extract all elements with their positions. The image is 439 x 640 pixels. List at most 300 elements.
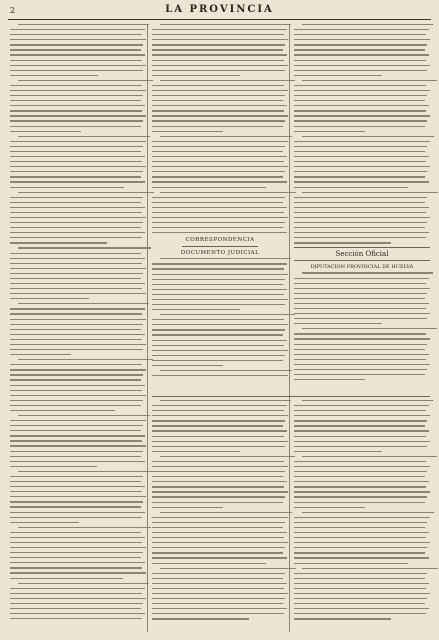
masthead: LA PROVINCIA [165, 4, 274, 15]
text-line [10, 410, 115, 411]
text-line [294, 60, 426, 61]
text-line [294, 471, 427, 472]
text-line [10, 445, 146, 446]
text-line [294, 308, 426, 309]
text-line [10, 161, 142, 162]
text-line [10, 258, 145, 259]
text-line [152, 141, 288, 142]
text-line [152, 120, 285, 121]
text-line [18, 527, 151, 528]
text-line [10, 90, 146, 91]
text-line [10, 288, 142, 289]
text-line [10, 237, 142, 238]
text-line [152, 593, 288, 594]
text-line [294, 354, 429, 355]
text-line [294, 181, 429, 182]
text-line [10, 496, 146, 497]
text-line [294, 197, 427, 198]
text-line [10, 344, 146, 345]
text-line [302, 136, 434, 137]
text-line [152, 405, 287, 406]
text-line [294, 522, 427, 523]
text-line [10, 319, 146, 320]
text-line [294, 237, 426, 238]
text-line [152, 430, 287, 431]
text-line [10, 110, 142, 111]
text-line [10, 212, 142, 213]
text-line [152, 274, 288, 275]
text-line [294, 151, 425, 152]
text-line [10, 329, 141, 330]
text-line [10, 29, 145, 30]
text-line [10, 435, 145, 436]
text-line [294, 278, 429, 279]
text-line [10, 65, 146, 66]
text-line [10, 547, 146, 548]
text-line [294, 563, 408, 564]
text-line [294, 39, 430, 40]
text-line [294, 333, 426, 334]
text-line [294, 105, 429, 106]
text-line [10, 156, 145, 157]
text-line [10, 400, 143, 401]
text-line [294, 486, 426, 487]
text-line [10, 100, 141, 101]
text-line [18, 359, 153, 360]
text-line [10, 207, 145, 208]
text-line [294, 288, 430, 289]
text-line [294, 542, 430, 543]
text-line [294, 441, 430, 442]
text-line [152, 517, 288, 518]
text-line [152, 522, 285, 523]
text-line [152, 54, 287, 55]
text-line [294, 547, 427, 548]
text-line [152, 466, 288, 467]
text-line [294, 537, 426, 538]
section-heading: CORRESPONDENCIA [185, 237, 255, 244]
text-line [294, 293, 427, 294]
text-line [152, 420, 285, 421]
text-line [152, 476, 283, 477]
text-line [294, 446, 427, 447]
text-line [152, 537, 284, 538]
text-line [294, 212, 426, 213]
text-line [152, 542, 288, 543]
text-line [152, 415, 288, 416]
text-line [294, 90, 430, 91]
text-line [294, 517, 430, 518]
text-line [10, 364, 142, 365]
text-line [152, 44, 285, 45]
text-line [152, 100, 283, 101]
text-line [10, 313, 142, 314]
text-line [10, 324, 143, 325]
text-line [10, 420, 146, 421]
text-line [152, 304, 285, 305]
text-line [10, 253, 141, 254]
text-line [294, 364, 430, 365]
text-line [294, 146, 427, 147]
text-line [152, 110, 284, 111]
text-line [10, 283, 145, 284]
column-divider [289, 24, 290, 632]
text-line [152, 324, 288, 325]
column-lower-left [152, 400, 288, 632]
text-line [294, 532, 429, 533]
text-line [160, 456, 295, 457]
text-line [152, 85, 284, 86]
text-line [10, 405, 141, 406]
text-line [294, 34, 426, 35]
text-line [152, 598, 285, 599]
text-line [294, 202, 425, 203]
text-line [10, 542, 142, 543]
text-line [10, 476, 143, 477]
text-line [302, 328, 437, 329]
text-line [10, 557, 141, 558]
text-line [10, 593, 142, 594]
text-line [294, 436, 426, 437]
text-line [152, 284, 283, 285]
text-line [302, 80, 437, 81]
text-line [294, 227, 425, 228]
column-left [10, 24, 146, 632]
article-text [152, 24, 288, 233]
text-line [294, 161, 426, 162]
text-line [152, 461, 284, 462]
text-line [294, 502, 425, 503]
text-line [294, 323, 382, 324]
article-text [294, 24, 430, 244]
text-line [302, 192, 438, 193]
text-line [294, 313, 430, 314]
text-line [10, 44, 143, 45]
text-line [152, 217, 288, 218]
text-line [10, 334, 145, 335]
text-line [152, 552, 283, 553]
text-line [294, 141, 430, 142]
text-line [294, 405, 429, 406]
text-line [294, 338, 430, 339]
text-line [294, 70, 427, 71]
text-line [294, 430, 429, 431]
text-line [152, 471, 285, 472]
text-line [160, 400, 291, 401]
text-line [152, 75, 240, 76]
text-line [302, 24, 433, 25]
text-line [294, 207, 429, 208]
text-line [10, 141, 146, 142]
text-line [10, 278, 141, 279]
text-line [294, 420, 427, 421]
text-line [18, 80, 153, 81]
text-line [294, 217, 430, 218]
text-line [294, 242, 391, 243]
text-line [294, 451, 382, 452]
text-line [152, 425, 283, 426]
text-line [152, 603, 283, 604]
text-line [294, 156, 429, 157]
text-line [18, 24, 149, 25]
text-line [294, 507, 365, 508]
text-line [160, 258, 291, 259]
text-line [10, 349, 143, 350]
text-line [294, 344, 427, 345]
text-line [152, 613, 284, 614]
text-line [294, 298, 425, 299]
text-line [302, 400, 433, 401]
text-line [294, 608, 429, 609]
text-line [10, 268, 146, 269]
text-line [10, 197, 143, 198]
text-line [10, 181, 145, 182]
text-line [294, 461, 426, 462]
text-line [152, 436, 284, 437]
text-line [152, 532, 287, 533]
text-line [152, 340, 287, 341]
text-line [294, 120, 427, 121]
text-line [10, 85, 142, 86]
text-line [10, 618, 142, 619]
text-line [152, 491, 288, 492]
text-line [152, 608, 287, 609]
text-line [10, 60, 142, 61]
text-line [294, 349, 425, 350]
text-line [10, 146, 143, 147]
text-line [294, 54, 429, 55]
text-line [152, 115, 288, 116]
text-line [294, 44, 427, 45]
text-line [18, 583, 149, 584]
text-line [10, 298, 89, 299]
text-line [152, 39, 288, 40]
text-line [10, 354, 71, 355]
text-line [160, 192, 296, 193]
text-line [294, 476, 425, 477]
text-line [152, 49, 283, 50]
text-line [152, 481, 287, 482]
text-line [152, 350, 288, 351]
text-line [10, 506, 141, 507]
text-line [294, 552, 425, 553]
text-line [152, 360, 283, 361]
header-rule [8, 19, 431, 20]
text-line [10, 308, 145, 309]
text-line [152, 232, 287, 233]
text-line [152, 583, 287, 584]
text-line [10, 131, 81, 132]
text-line [152, 95, 285, 96]
text-line [152, 70, 285, 71]
column-divider [147, 24, 148, 632]
text-line [10, 54, 145, 55]
text-line [10, 425, 143, 426]
text-line [294, 527, 425, 528]
text-line [152, 299, 288, 300]
text-line [10, 552, 143, 553]
text-line [152, 365, 223, 366]
section-heading: Sección Oficial [294, 247, 430, 261]
text-line [152, 29, 287, 30]
text-line [18, 471, 154, 472]
text-line [152, 187, 266, 188]
text-line [18, 303, 149, 304]
text-line [294, 491, 430, 492]
text-line [10, 461, 145, 462]
text-line [10, 440, 142, 441]
text-line [152, 507, 223, 508]
text-line [10, 572, 146, 573]
text-line [294, 618, 391, 619]
text-line [10, 598, 146, 599]
text-line [10, 70, 143, 71]
text-line [152, 547, 285, 548]
text-line [10, 390, 142, 391]
text-line [294, 598, 427, 599]
text-line [152, 279, 285, 280]
text-line [152, 573, 285, 574]
text-line [152, 202, 283, 203]
text-line [152, 197, 285, 198]
text-line [10, 379, 141, 380]
text-line [10, 430, 141, 431]
text-line [10, 608, 141, 609]
text-line [10, 451, 143, 452]
text-line [152, 319, 284, 320]
text-line [160, 136, 292, 137]
text-line [294, 166, 430, 167]
text-line [152, 502, 283, 503]
article-text [152, 258, 288, 376]
text-line [152, 156, 287, 157]
text-line [152, 90, 288, 91]
text-line [160, 314, 295, 315]
column-middle [152, 24, 288, 396]
text-line [294, 410, 426, 411]
text-line [10, 273, 143, 274]
text-line [294, 110, 426, 111]
text-line [10, 395, 146, 396]
text-line [10, 578, 123, 579]
text-line [294, 115, 430, 116]
text-line [10, 202, 141, 203]
text-line [294, 49, 425, 50]
text-line [294, 100, 425, 101]
text-line [152, 527, 283, 528]
text-line [18, 247, 151, 248]
text-line [10, 456, 141, 457]
text-line [152, 166, 288, 167]
text-line [294, 126, 425, 127]
text-line [10, 537, 145, 538]
text-line [10, 567, 142, 568]
text-line [294, 171, 427, 172]
text-line [294, 318, 427, 319]
text-line [152, 263, 287, 264]
text-line [294, 613, 426, 614]
text-line [152, 222, 285, 223]
text-line [10, 562, 145, 563]
text-line [152, 294, 284, 295]
text-line [152, 207, 287, 208]
text-line [152, 441, 288, 442]
text-line [294, 425, 425, 426]
text-line [10, 105, 145, 106]
text-line [18, 192, 154, 193]
text-line [152, 60, 284, 61]
text-line [10, 501, 143, 502]
text-line [10, 385, 145, 386]
text-line [294, 65, 430, 66]
page-number: 2 [10, 6, 16, 15]
text-line [18, 136, 150, 137]
text-line [294, 593, 430, 594]
text-line [152, 451, 240, 452]
text-line [10, 512, 145, 513]
text-line [152, 410, 284, 411]
text-line [294, 583, 429, 584]
text-line [10, 166, 146, 167]
text-line [152, 227, 283, 228]
text-line [294, 557, 429, 558]
text-line [10, 466, 97, 467]
text-line [10, 222, 143, 223]
text-line [152, 146, 285, 147]
text-line [10, 120, 143, 121]
text-line [294, 369, 427, 370]
text-line [302, 568, 438, 569]
text-line [152, 151, 283, 152]
text-line [294, 187, 408, 188]
text-line [294, 603, 425, 604]
text-line [152, 268, 284, 269]
column-lower-right [294, 400, 430, 632]
text-line [152, 289, 287, 290]
text-line [294, 131, 365, 132]
text-line [152, 496, 285, 497]
section-heading: DOCUMENTO JUDICIAL [180, 250, 260, 257]
text-line [160, 512, 292, 513]
text-line [294, 573, 427, 574]
text-line [160, 568, 296, 569]
text-line [294, 283, 426, 284]
text-line [152, 212, 284, 213]
text-line [10, 603, 143, 604]
text-line [10, 232, 145, 233]
text-line [294, 374, 425, 375]
text-line [10, 374, 143, 375]
text-line [10, 517, 142, 518]
text-line [294, 481, 429, 482]
text-line [10, 126, 141, 127]
text-line [10, 39, 146, 40]
text-line [152, 446, 285, 447]
text-line [160, 80, 295, 81]
article-text [294, 272, 430, 380]
text-line [152, 375, 288, 376]
text-line [10, 75, 98, 76]
text-line [10, 151, 141, 152]
text-line [152, 588, 284, 589]
text-line [10, 187, 124, 188]
text-line [294, 588, 426, 589]
text-line [294, 379, 365, 380]
text-line [294, 232, 429, 233]
text-line [10, 171, 143, 172]
text-line [10, 369, 146, 370]
text-line [294, 466, 430, 467]
